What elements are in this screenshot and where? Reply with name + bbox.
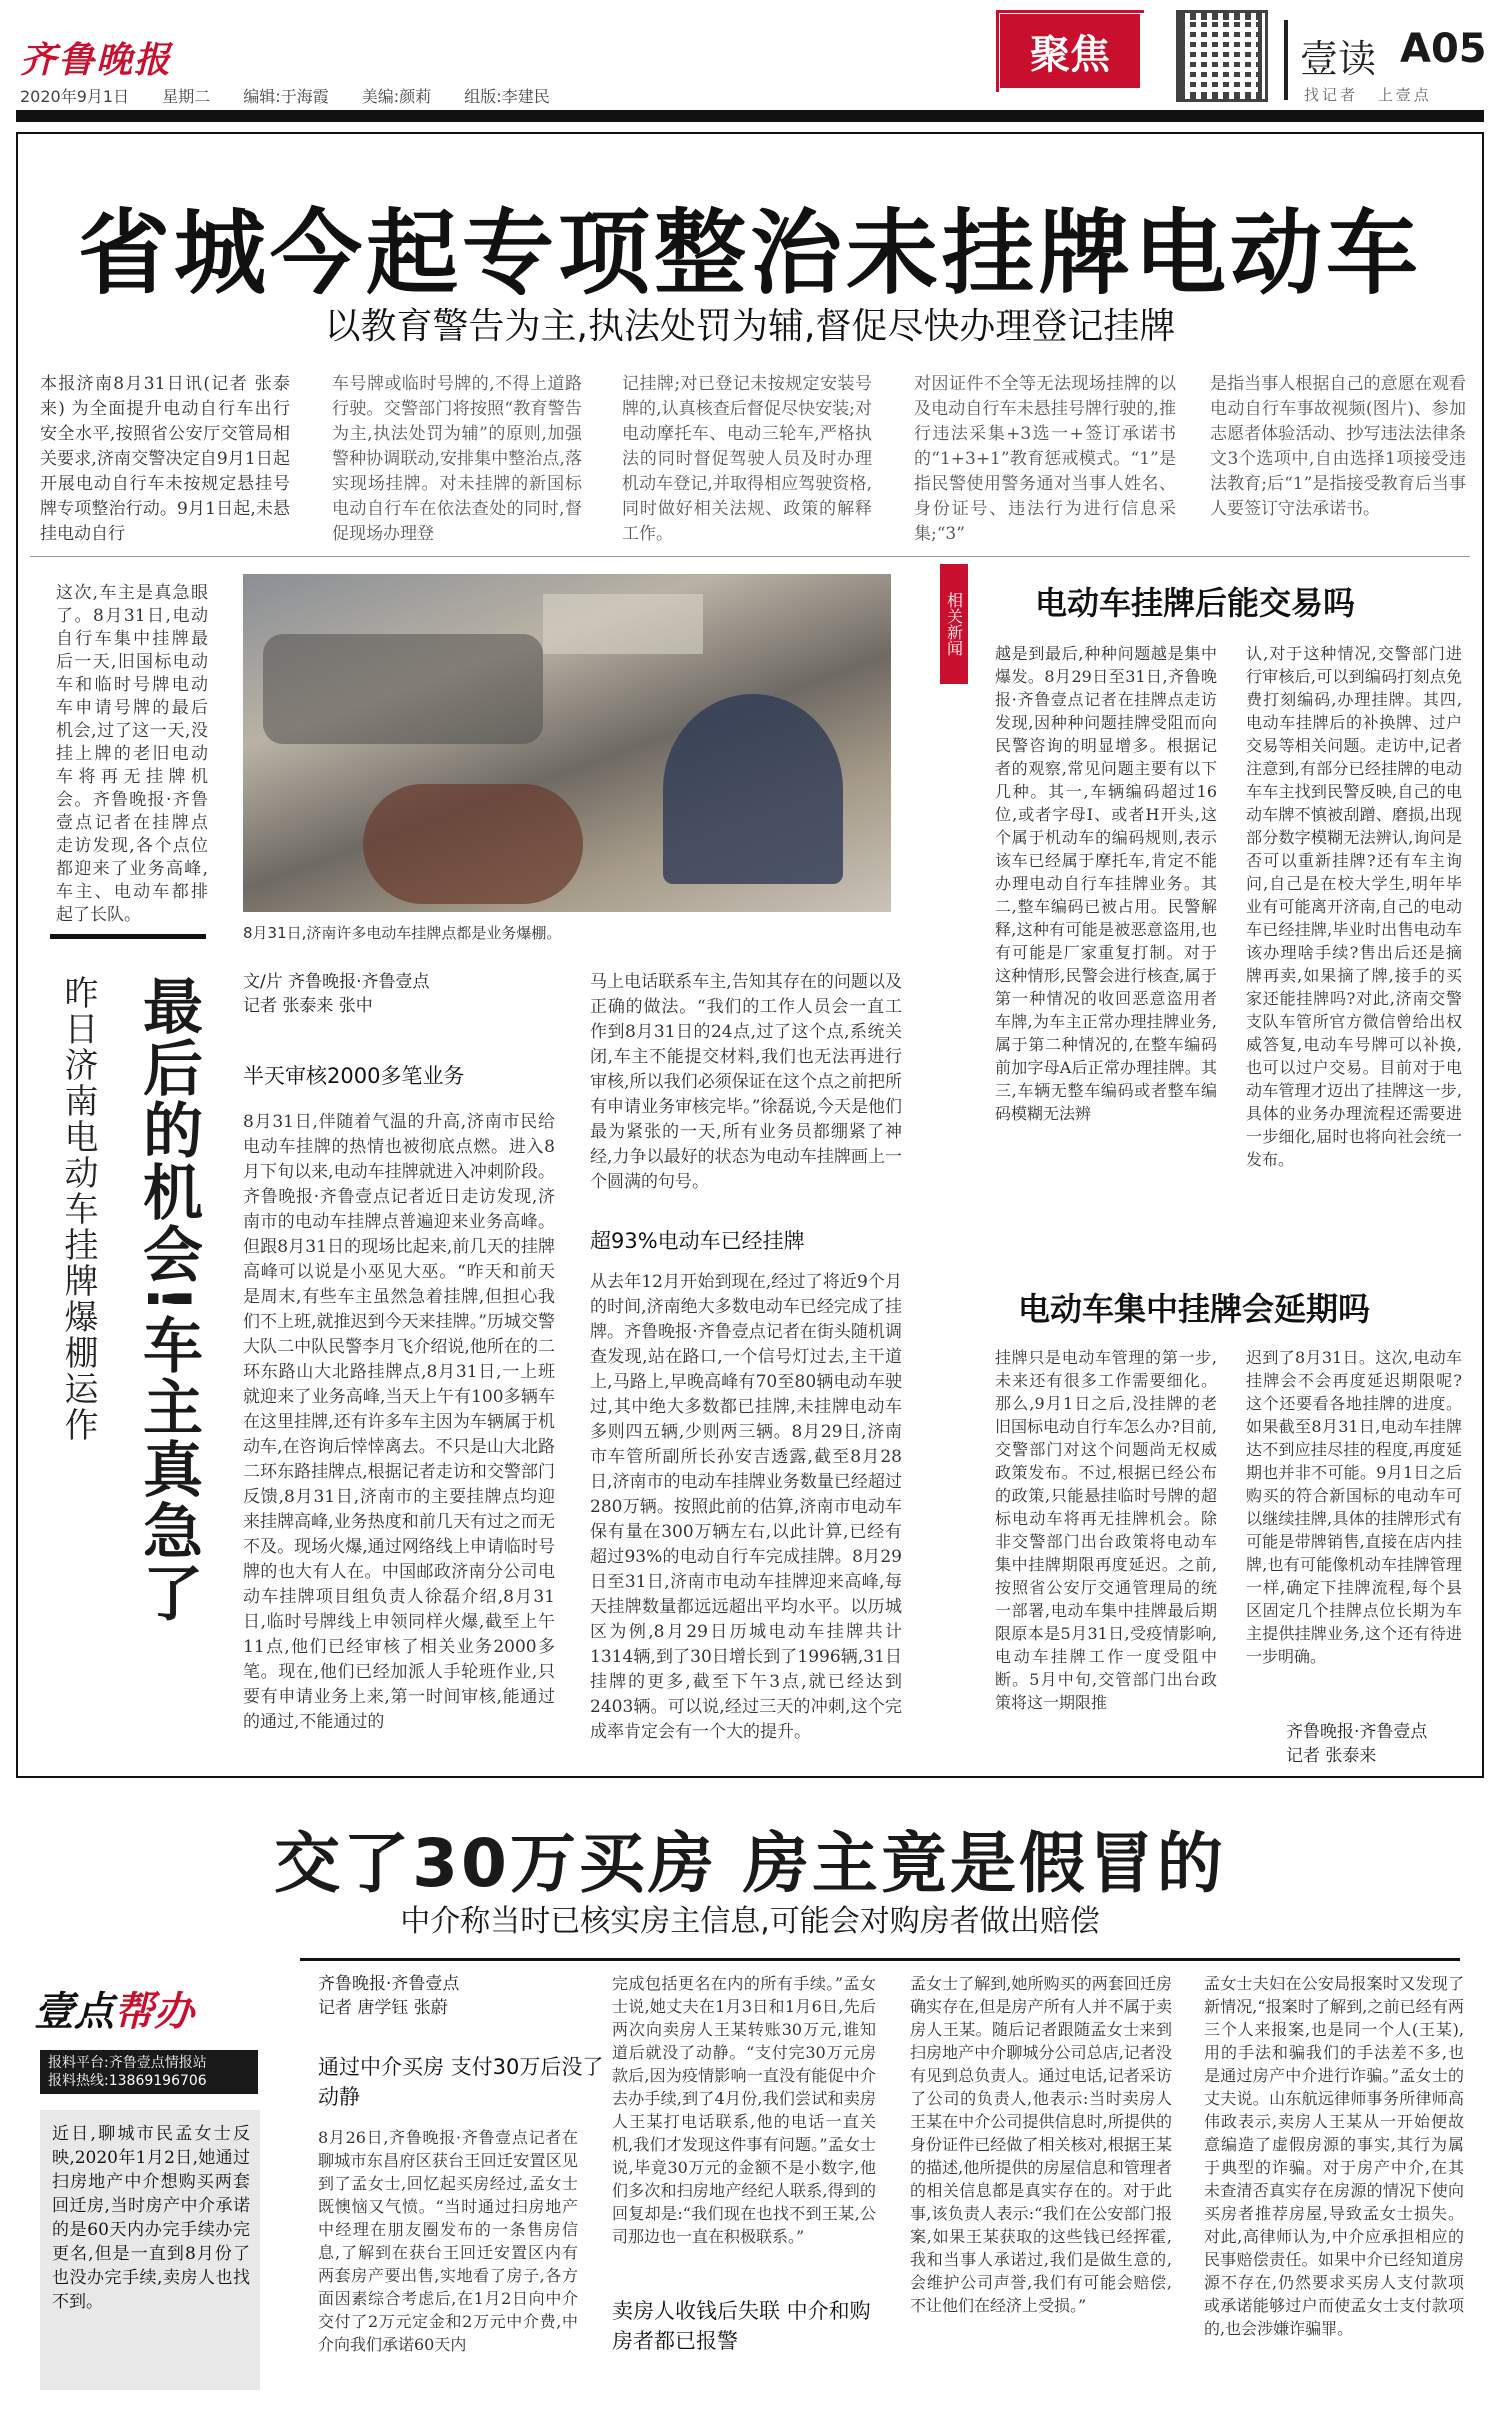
issue-meta — [20, 84, 572, 107]
hotline-platform: 报料平台:齐鲁壹点情报站 — [48, 2055, 207, 2071]
related-q1-title: 电动车挂牌后能交易吗 — [1035, 584, 1356, 622]
related-q2-col-b: 迟到了8月31日。这次,电动车挂牌会不会再度延迟期限呢?这个还要看各地挂牌的进度。如果截至8月31日,电动车挂牌达不到应挂尽挂的程度,再度延期也并非不可能。9月1日之后购买的符合新国标的电动车可以继续挂牌,具体的挂牌形式有可能是带牌销售,直接在店内挂牌,也有可能像机动车挂牌管理一样,确定下挂牌流程,每个县区固定几个挂牌点位长期为车主提供挂牌业务,这个还有待进一步明确。 — [1246, 1348, 1462, 1666]
brand-part-2: 帮办 — [114, 1989, 194, 2035]
second-body-3: 孟女士了解到,她所购买的两套回迁房确实存在,但是房产所有人并不属于卖房人王某。随后记者跟随孟女士来到扫房地产中介聊城分公司总店,记者没有见到总负责人。通过电话,记者采访了公司的负责人,他表示:当时卖房人王某在中介公司提供信息时,所提供的身份证件已经做了相关核对,根据王某的描述,他所提供的房屋信息和管理者的相关信息都是真实存在的。对于此事,该负责人表示:“我们在公安部门报案,如果王某获取的这些钱已经挥霍,我和当事人承诺过,我们是做生意的,会维护公司声誉,我们有可能会赔偿,不让他们在经济上受损。” — [910, 1974, 1172, 2315]
byline-line-1: 文/片 齐鲁晚报·齐鲁壹点 — [243, 972, 430, 992]
section-name: 壹读 — [1300, 37, 1377, 81]
story-byline — [243, 970, 430, 1018]
brand-part-1: 壹点 — [34, 1989, 114, 2035]
second-body-4: 孟女士夫妇在公安局报案时又发现了新情况,“报案时了解到,之前已经有两三个人来报案,也是同一个人(王某),用的手法和骗我们的手法差不多,也是通过房产中介进行诈骗。”孟女士的丈夫说。山东航远律师事务所律师高伟政表示,卖房人王某从一开始便故意编造了虚假房源的事实,其行为属于典型的诈骗。对于房产中介,在其未查清否真实存在房源的情况下使向买房者推荐房屋,导致孟女士损失。对此,高律师认为,中介应承担相应的民事赔偿责任。如果中介已经知道房源不存在,仍然要求买房人支付款项或承诺能够过户而使孟女士支付款项的,也会涉嫌诈骗罪。 — [1204, 1974, 1464, 2338]
header-divider — [1284, 20, 1288, 100]
related-byline — [1286, 1720, 1427, 1768]
related-byline-1: 齐鲁晚报·齐鲁壹点 — [1286, 1722, 1428, 1742]
title-rule — [50, 934, 206, 939]
story-headline: 最后的机会!车主真急了 — [133, 975, 203, 1625]
photo-sky — [543, 594, 703, 654]
byline-line-2: 记者 张泰来 张中 — [243, 996, 373, 1016]
story-intro: 这次,车主是真急眼了。8月31日,电动自行车集中挂牌最后一天,旧国标电动车和临时号牌电动车申请号牌的最后机会,过了这一天,没挂上牌的老旧电动车将再无挂牌机会。齐鲁晚报·齐鲁壹点记者在挂牌点走访发现,各个点位都迎来了业务高峰,车主、电动车都排起了长队。 — [56, 583, 208, 925]
story-kicker: 昨日济南电动车挂牌爆棚运作 — [58, 975, 98, 1443]
story-body-1: 8月31日,伴随着气温的升高,济南市民给电动车挂牌的热情也被彻底点燃。进入8月下旬以来,电动车挂牌就进入冲刺阶段。齐鲁晚报·齐鲁壹点记者近日走访发现,济南市的电动车挂牌点普遍迎来业务高峰。但跟8月31日的现场比起来,前几天的挂牌高峰可以说是小巫见大巫。“昨天和前天是周末,有些车主虽然急着挂牌,但担心我们不上班,就推迟到今天来挂牌。”历城交警大队二中队民警李月飞介绍说,他所在的二环东路山大北路挂牌点,8月31日,一上班就迎来了业务高峰,当天上午有100多辆车在这里挂牌,还有许多车主因为车辆属于机动车,在咨询后悻悻离去。不只是山大北路二环东路挂牌点,根据记者走访和交警部门反馈,8月31日,济南市的主要挂牌点均迎来挂牌高峰,业务热度和前几天有过之而无不及。现场火爆,通过网络线上申请临时号牌的也大有人在。中国邮政济南分公司电动车挂牌项目组负责人徐磊介绍,8月31日,临时号牌线上申领同样火爆,截至上午11点,他们已经审核了相关业务2000多笔。现在,他们已经加派人手轮班作业,只要有申请业务上来,第一时间审核,能通过的通过,不能通过的 — [243, 1112, 555, 1732]
hotline-phone: 报料热线:13869196706 — [48, 2073, 207, 2089]
related-q2-title: 电动车集中挂牌会延期吗 — [1018, 1290, 1371, 1328]
photo-crowd — [263, 634, 543, 744]
second-headline: 交了30万买房 房主竟是假冒的 — [274, 1825, 1226, 1902]
related-q2-col-a: 挂牌只是电动车管理的第一步,未来还有很多工作需要细化。那么,9月1日之后,没挂牌的老旧国标电动自行车怎么办?目前,交警部门对这个问题尚无权威政策发布。不过,根据已经公布的政策,只能悬挂临时号牌的超标电动车将再无挂牌机会。除非交警部门出台政策将电动车集中挂牌期限再度延迟。之前,按照省公安厅交通管理局的统一部署,电动车集中挂牌最后期限原本是5月31日,受疫情影响,电动车挂牌工作一度受阻中断。5月中旬,交管部门出台政策将这一期限推 — [995, 1348, 1217, 1712]
lead-headline: 省城今起专项整治未挂牌电动车 — [77, 200, 1422, 307]
second-byline-1: 齐鲁晚报·齐鲁壹点 — [318, 1974, 460, 1994]
story-body-3: 从去年12月开始到现在,经过了将近9个月的时间,济南绝大多数电动车已经完成了挂牌。齐鲁晚报·齐鲁壹点记者在街头随机调查发现,站在路口,一个信号灯过去,主干道上,马路上,早晚高峰有70至80辆电动车驶过,其中绝大多数都已挂牌,未挂牌电动车多则四五辆,少则两三辆。8月29日,济南市车管所副所长孙安吉透露,截至8月28日,济南市的电动车挂牌业务数量已经超过280万辆。按照此前的估算,济南市电动车保有量在300万辆左右,以此计算,已经有超过93%的电动自行车完成挂牌。8月29日至31日,济南市电动车挂牌迎来高峰,每天挂牌数量都远远超出平均水平。以历城区为例,8月29日历城电动车挂牌共计1314辆,到了30日增长到了1996辆,31日挂牌的更多,截至下午3点,就已经达到2403辆。可以说,经过三天的冲刺,这个完成率肯定会有一个大的提升。 — [590, 1272, 902, 1742]
story-subhead-1: 半天审核2000多笔业务 — [243, 1064, 465, 1088]
story-body-2: 马上电话联系车主,告知其存在的问题以及正确的做法。“我们的工作人员会一直工作到8月31日的24点,过了这个点,系统关闭,车主不能提交材料,我们也无法再进行审核,所以我们必须保证在这个点之前把所有申请业务审核完毕。”徐磊说,今天是他们最为紧张的一天,所有业务员都绷紧了神经,力争以最好的状态为电动车挂牌画上一个圆满的句号。 — [590, 972, 902, 1192]
second-intro: 近日,聊城市民孟女士反映,2020年1月2日,她通过扫房地产中介想购买两套回迁房,当时房产中介承诺的是60天内办完手续办完更名,但是一直到8月份了也没办完手续,卖房人也找不到。 — [52, 2124, 250, 2312]
lead-column-5: 是指当事人根据自己的意愿在观看电动自行车事故视频(图片)、参加志愿者体验活动、抄写违法法律条文3个选项中,自由选择1项接受违法教育;后“1”是指接受教育后当事人要签订守法承诺书。 — [1210, 374, 1466, 519]
lead-column-3: 记挂牌;对已登记未按规定安装号牌的,认真核查后督促尽快安装;对电动摩托车、电动三轮车,严格执法的同时督促驾驶人员及时办理机动车登记,并取得相应驾驶资格,同时做好相关法规、政策的解释工作。 — [622, 374, 872, 544]
news-photo[interactable] — [243, 574, 891, 912]
page-number: A05 — [1400, 26, 1487, 72]
editor-credit: 编辑:于海霞 — [243, 87, 329, 106]
second-subhead-1: 通过中介买房 支付30万后没了动静 — [318, 2055, 604, 2109]
second-body-1: 8月26日,齐鲁晚报·齐鲁壹点记者在聊城市东昌府区获台王回迁安置区见到了孟女士,回忆起买房经过,孟女士既懊恼又气愤。“当时通过扫房地产中经理在朋友圈发布的一条售房信息,了解到在获台王回迁安置区内有两套房产要出售,实地看了房子,各方面因素综合考虑后,在1月2日向中介交付了2万元定金和2万元中介费,中介向我们承诺60天内 — [318, 2128, 578, 2354]
lead-divider — [30, 556, 1470, 557]
related-q1-col-a: 越是到最后,种种问题越是集中爆发。8月29日至31日,齐鲁晚报·齐鲁壹点记者在挂牌点走访发现,因种种问题挂牌受阻而向民警咨询的明显增多。根据记者的观察,常见问题主要有以下几种。其一,车辆编码超过16位,或者字母I、或者H开头,这个属于机动车的编码规则,表示该车已经属于摩托车,肯定不能办理电动自行车挂牌业务。其二,整车编码已被占用。民警解释,这种有可能是被恶意盗用,也有可能是厂家重复打制。对于这种情形,民警会进行核查,属于第一种情况的收回恶意盗用者车牌,为车主正常办理挂牌业务,属于第二种情况的,在整车编码前加字母A后正常办理挂牌。其三,车辆无整车编码或者整车编码模糊无法辨 — [995, 644, 1217, 1123]
related-q1-col-b: 认,对于这种情况,交警部门进行审核后,可以到编码打刻点免费打刻编码,办理挂牌。其四,电动车挂牌后的补换牌、过户交易等相关问题。走访中,记者注意到,有部分已经挂牌的电动车车主找到民警反映,自己的电动车牌不慎被刮蹭、磨损,出现部分数字模糊无法辨认,询问是否可以重新挂牌?还有车主询问,自己是在校大学生,明年毕业有可能离开济南,自己的电动车已经挂牌,毕业时出售电动车该办理啥手续?售出后还是摘牌再卖,如果摘了牌,接手的买家还能挂牌吗?对此,济南交警支队车管所官方微信曾给出权威答复,电动车号牌可以补换,也可以过户交易。目前对于电动车管理才迈出了挂牌这一步,具体的业务办理流程还需要进一步细化,届时也将向社会统一发布。 — [1246, 644, 1462, 1169]
art-credit: 美编:颜莉 — [361, 87, 432, 106]
photo-person — [663, 694, 843, 884]
brand-yidianbangban — [34, 1980, 194, 2037]
photo-caption: 8月31日,济南许多电动车挂牌点都是业务爆棚。 — [243, 924, 562, 942]
header-rule — [16, 110, 1484, 122]
newspaper-logo: 齐鲁晚报 — [20, 39, 173, 81]
header-tagline: 找记者 上壹点 — [1304, 86, 1432, 104]
second-body-2: 完成包括更名在内的所有手续。”孟女士说,她丈夫在1月3日和1月6日,先后两次向卖房人王某转账30万元,谁知道后就没了动静。“支付完30万元房款后,因为疫情影响一直没有能促中介去办手续,到了4月份,我们尝试和卖房人王某打电话联系,他的电话一直关机,我们才发现这件事有问题。”孟女士说,毕竟30万元的金额不是小数字,他们多次和扫房地产经纪人联系,得到的回复却是:“我们现在也找不到王某,公司那边也一直在积极联系。” — [612, 1974, 876, 2246]
second-byline-2: 记者 唐学钰 张蔚 — [318, 1998, 448, 2018]
story-subhead-2: 超93%电动车已经挂牌 — [590, 1229, 805, 1253]
lead-subheadline: 以教育警告为主,执法处罚为辅,督促尽快办理登记挂牌 — [324, 306, 1176, 347]
lead-column-2: 车号牌或临时号牌的,不得上道路行驶。交警部门将按照“教育警告为主,执法处罚为辅”的原则,加强警种协调联动,安排集中整治点,落实现场挂牌。对未挂牌的新国标电动自行车在依法查处的同时,督促现场办理登 — [332, 374, 582, 544]
related-news-tag: 相关新闻 — [940, 564, 968, 684]
section-focus-label: 聚焦 — [1000, 14, 1140, 88]
layout-credit: 组版:李建民 — [464, 87, 550, 106]
second-byline — [318, 1972, 459, 2020]
issue-weekday: 星期二 — [162, 87, 211, 106]
second-rule — [300, 1958, 1460, 1961]
hotline-box[interactable] — [40, 2050, 258, 2094]
lead-column-1: 本报济南8月31日讯(记者 张泰来) 为全面提升电动自行车出行安全水平,按照省公安厅交管局相关要求,济南交警决定自9月1日起开展电动自行车未按规定悬挂号牌专项整治行动。9月1日起,未悬挂电动自行 — [40, 374, 290, 544]
second-subheadline: 中介称当时已核实房主信息,可能会对购房者做出赔偿 — [400, 1904, 1100, 1939]
issue-date: 2020年9月1日 — [20, 87, 130, 106]
qr-pattern — [1186, 20, 1258, 92]
second-subhead-2: 卖房人收钱后失联 中介和购房者都已报警 — [612, 2299, 871, 2353]
lead-column-4: 对因证件不全等无法现场挂牌的以及电动自行车未悬挂号牌行驶的,推行违法采集+3选一+签订承诺书的“1+3+1”教育惩戒模式。“1”是指民警使用警务通对当事人姓名、身份证号、违法行为进行信息采集;“3” — [914, 374, 1176, 544]
related-byline-2: 记者 张泰来 — [1286, 1746, 1377, 1766]
photo-scooter — [363, 784, 583, 904]
